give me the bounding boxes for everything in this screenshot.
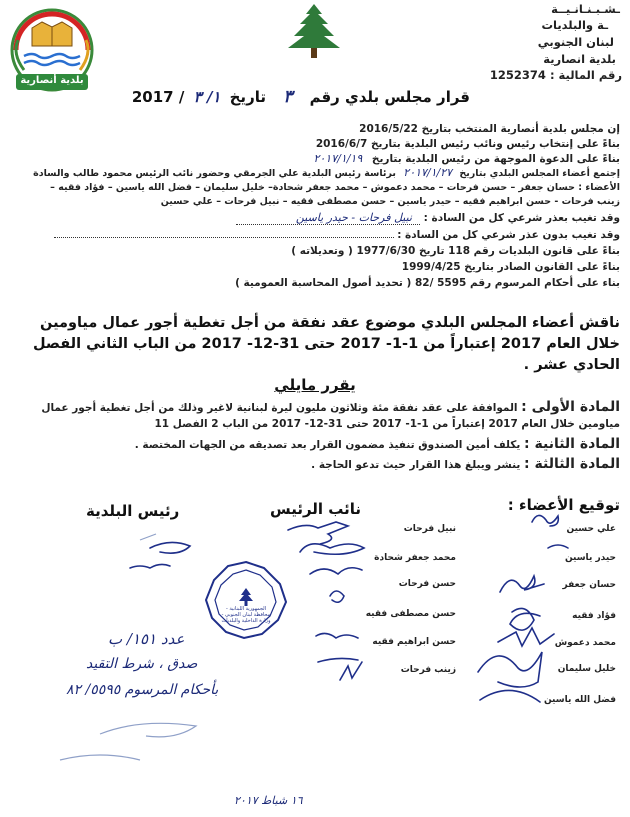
legal-basis-3: بناء على أحكام المرسوم رقم 5595 /82 ( تحديد أصول المحاسبة العمومية )	[235, 277, 620, 289]
member-name: محمد دعموش	[554, 638, 616, 648]
meeting-date-handwritten: ٢٠١٧/١/٢٧	[403, 166, 453, 179]
decision-date-handwritten: ١/ ٣	[193, 88, 221, 106]
excused-label: وقد تغيب بعذر شرعي كل من السادة :	[423, 212, 620, 224]
discussion-paragraph: ناقش أعضاء المجلس البلدي موضوع عقد نفقة من أجل تغطية أجور عمال مياومين خلال العام 2017 إعتباراً من 1-1- 2017 حتى 31-12- 2017 من الباب الثاني الفصل الحادي عشر .	[32, 315, 620, 373]
header-line-3: لبنان الجنوبي	[537, 35, 614, 49]
preamble-line-2: بناءً على إنتخاب رئيس ونائب رئيس البلدية بتاريخ 2016/6/7	[315, 138, 620, 150]
article-3-text: ينشر ويبلغ هذا القرار حيث تدعو الحاجة .	[311, 459, 521, 471]
header-line-4: بلدية انصارية	[543, 52, 616, 66]
member-name: فضل الله ياسين	[543, 695, 616, 705]
article-1-label: المادة الأولى :	[521, 399, 620, 415]
fiscal-number: 1252374	[489, 68, 546, 82]
bottom-handwritten-date: ١٦ شباط ٢٠١٧	[234, 794, 303, 807]
member-name: خليل سليمان	[557, 664, 616, 674]
resolution-heading: يقرر مايلي	[274, 376, 356, 394]
header-line-1: ـشـبـنـانـيــة	[551, 2, 620, 16]
approval-note-line-3: بأحكام المرسوم ٥٥٩٥/ ٨٢	[66, 682, 219, 698]
fiscal-label: رقم المالية :	[549, 68, 622, 82]
meeting-chair-text: برئاسة رئيس البلدية علي الجرمقي وحضور نائب الرئيس محمود طالب والسادة	[33, 168, 396, 179]
attendees-line-2: زينب فرحات - حسن ابراهيم فقيه – حيدر ياسين – حسن مصطفى فقيه – نبيل فرحات – علي حسين	[160, 196, 620, 207]
members-signature-heading: توقيع الأعضاء :	[507, 496, 620, 514]
decision-year: / 2017	[131, 88, 185, 106]
member-name: نبيل فرحات	[403, 524, 456, 534]
excused-names-handwritten: نبيل فرحات - حيدر ياسين	[236, 211, 420, 225]
official-stamp	[204, 560, 288, 640]
member-name: حسان جعفر	[562, 580, 616, 590]
approval-note-line-2: صدق ، شرط التقيد	[86, 656, 198, 672]
member-name: زينب فرحات	[400, 665, 456, 675]
stamp-text: الجمهورية اللبنانية - محافظة لبنان الجنوبي - وزارة الداخلية والبلديات	[221, 606, 271, 624]
unexcused-label: وقد تغيب بدون عذر شرعي كل من السادة :	[397, 229, 620, 241]
member-name: حسن مصطفى فقيه	[365, 609, 456, 619]
member-name: فؤاد فقيه	[572, 611, 616, 621]
member-name: علي حسين	[566, 524, 616, 534]
legal-basis-1: بناءً على قانون البلديات رقم 118 تاريخ 1977/6/30 ( وتعديلاته )	[291, 245, 620, 257]
article-2-text: يكلف أمين الصندوق تنفيذ مضمون القرار بعد تصديقه من الجهات المختصة .	[134, 439, 521, 451]
vice-president-heading: نائب الرئيس	[270, 500, 362, 518]
member-name: محمد جعفر شحادة	[374, 553, 456, 563]
article-1-text: الموافقة على عقد نفقة مئة وثلاثون مليون ليرة لبنانية لاغير وذلك من أجل تغطية أجور عمال مياومين خلال العام 2017 إعتباراً من 1-1- 2017 حتى 31-12- 2017 من الباب 2 الفصل 11	[41, 402, 620, 430]
approval-note-line-1: عدد ١٥١/ ب	[108, 630, 185, 648]
preamble-line-3-text: بناءً على الدعوة الموجهة من رئيس البلدية بتاريخ	[371, 153, 620, 165]
logo-caption: بلدية أنصارية	[20, 75, 84, 86]
president-heading: رئيس البلدية	[86, 502, 180, 520]
decision-date-label: تاريخ	[229, 88, 266, 106]
meeting-label: إجتمع أعضاء المجلس البلدي بتاريخ	[459, 168, 620, 179]
member-name: حسن فرحات	[398, 579, 456, 589]
member-name: حيدر ياسين	[564, 553, 616, 563]
preamble-line-1: إن مجلس بلدية أنصارية المنتخب بتاريخ 2016/5/22	[359, 123, 620, 135]
decision-title-prefix: قرار مجلس بلدي رقم	[309, 88, 470, 106]
attendees-line-1: الأعضاء : حسان جعفر – حسن فرحات – محمد دعموش – محمد جعفر شحادة– خليل سليمان – فضل الله ياسين – فؤاد فقيه –	[50, 182, 620, 193]
article-2-label: المادة الثانية :	[524, 436, 620, 452]
invitation-date-handwritten: ٢٠١٧/١/١٩	[313, 152, 363, 165]
legal-basis-2: بناءً على القانون الصادر بتاريخ 1999/4/25	[401, 261, 620, 273]
header-line-2: ـة والبلديات	[541, 18, 608, 32]
member-name: حسن ابراهيم فقيه	[372, 637, 456, 647]
article-3-label: المادة الثالثة :	[524, 456, 620, 472]
decision-number-handwritten: ٣	[283, 87, 293, 107]
